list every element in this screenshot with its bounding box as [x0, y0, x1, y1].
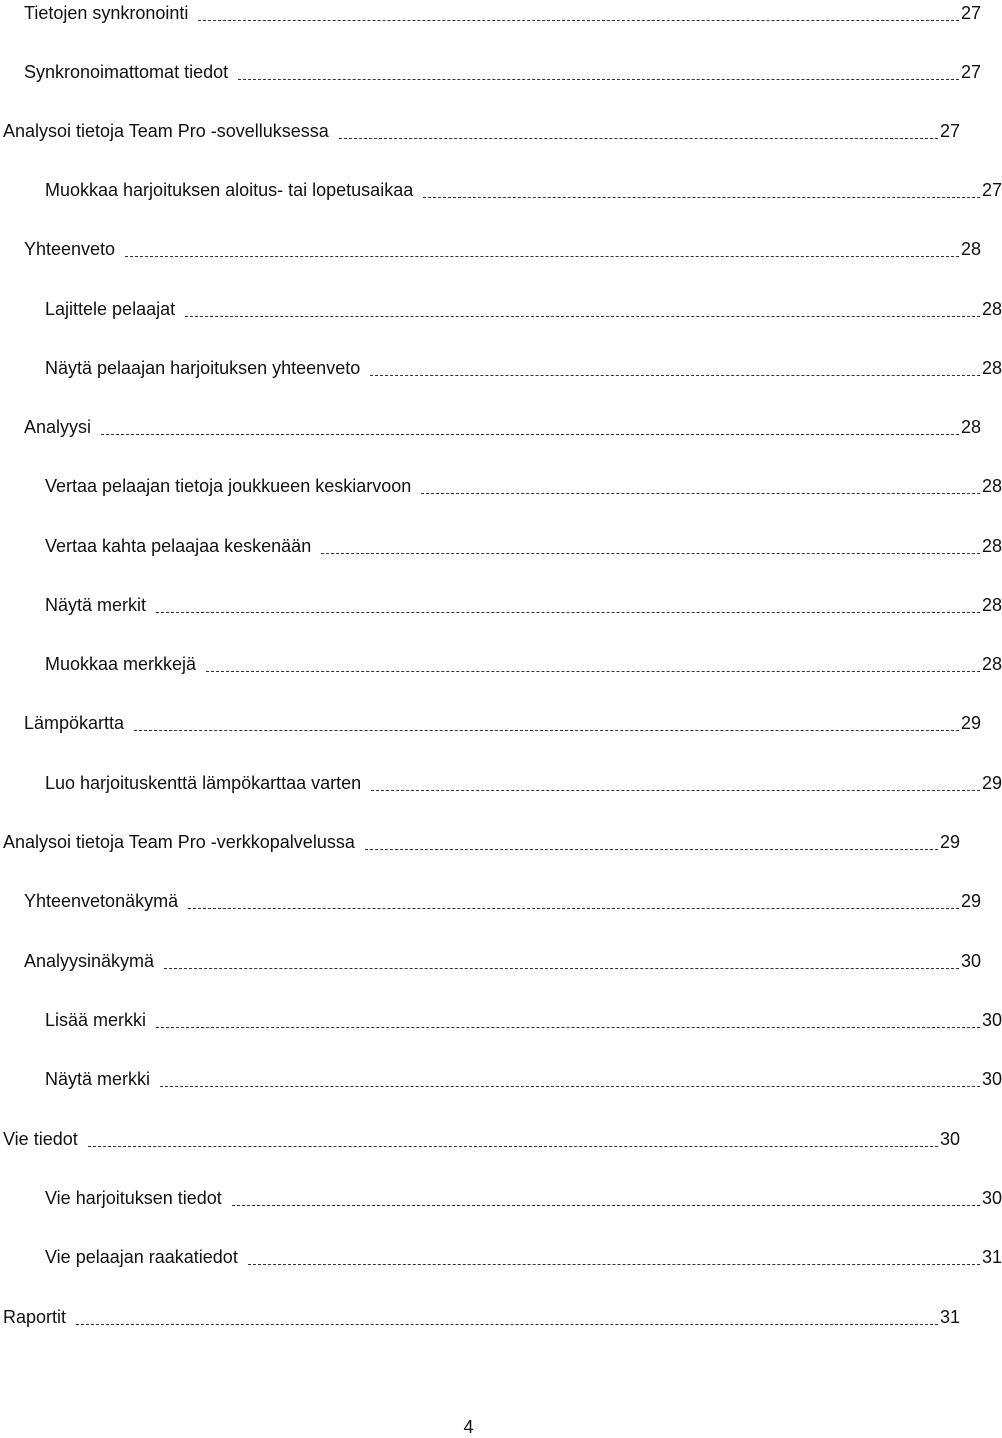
toc-entry-page: 28	[981, 654, 1002, 674]
dot-leader	[248, 1264, 980, 1265]
toc-entry-page: 30	[939, 1129, 960, 1149]
toc-entry-page: 27	[960, 3, 981, 23]
dot-leader	[156, 612, 980, 613]
toc-entry[interactable]	[0, 1126, 960, 1150]
toc-entry-page: 28	[981, 595, 1002, 615]
dot-leader	[421, 493, 980, 494]
toc-entry-page: 30	[981, 1188, 1002, 1208]
toc-entry-page: 28	[981, 536, 1002, 556]
toc-entry-title: Yhteenveto	[24, 239, 116, 259]
toc-entry-title: Analyysinäkymä	[24, 951, 155, 971]
toc-entry-page: 28	[960, 239, 981, 259]
toc-entry-title: Luo harjoituskenttä lämpökarttaa varten	[45, 773, 362, 793]
toc-entry[interactable]	[0, 948, 981, 972]
toc-entry-title: Vie pelaajan raakatiedot	[45, 1247, 238, 1267]
dot-leader	[238, 79, 959, 80]
toc-entry-page: 29	[939, 832, 960, 852]
toc-entry-page: 27	[939, 121, 960, 141]
dot-leader	[164, 968, 959, 969]
dot-leader	[365, 849, 938, 850]
toc-entry-page: 27	[960, 62, 981, 82]
toc-entry-page: 28	[981, 358, 1002, 378]
toc-entry-title: Vertaa pelaajan tietoja joukkueen keskiarvoon	[45, 476, 412, 496]
toc-entry-page: 30	[981, 1010, 1002, 1030]
dot-leader	[321, 553, 980, 554]
toc-entry[interactable]	[0, 592, 1002, 616]
toc-entry-title: Lisää merkki	[45, 1010, 147, 1030]
toc-entry-page: 31	[939, 1307, 960, 1327]
dot-leader	[206, 671, 980, 672]
toc-entry[interactable]	[0, 118, 960, 142]
dot-leader	[423, 197, 980, 198]
toc-entry-page: 29	[981, 773, 1002, 793]
dot-leader	[198, 20, 959, 21]
page-number: 4	[463, 1417, 474, 1437]
toc-entry-title: Näytä pelaajan harjoituksen yhteenveto	[45, 358, 361, 378]
dot-leader	[125, 256, 959, 257]
toc-entry-page: 27	[981, 180, 1002, 200]
toc-entry-page: 29	[960, 891, 981, 911]
toc-entry-title: Vie harjoituksen tiedot	[45, 1188, 222, 1208]
dot-leader	[232, 1205, 980, 1206]
toc-entry[interactable]	[0, 651, 1002, 675]
toc-entry-page: 31	[981, 1247, 1002, 1267]
toc-entry[interactable]	[0, 414, 981, 438]
toc-entry-title: Yhteenvetonäkymä	[24, 891, 179, 911]
dot-leader	[76, 1324, 938, 1325]
toc-entry[interactable]	[0, 296, 1002, 320]
toc-entry[interactable]	[0, 888, 981, 912]
toc-entry-title: Lämpökartta	[24, 713, 125, 733]
toc-entry-page: 29	[960, 713, 981, 733]
toc-entry[interactable]	[0, 710, 981, 734]
toc-entry[interactable]	[0, 355, 1002, 379]
toc-entry-title: Analysoi tietoja Team Pro -sovelluksessa	[3, 121, 329, 141]
toc-entry-page: 28	[981, 476, 1002, 496]
toc-entry-title: Vie tiedot	[3, 1129, 78, 1149]
toc-entry-title: Tietojen synkronointi	[24, 3, 189, 23]
toc-entry-title: Raportit	[3, 1307, 67, 1327]
dot-leader	[185, 316, 980, 317]
toc-entry-title: Analysoi tietoja Team Pro -verkkopalvelussa	[3, 832, 355, 852]
toc-entry[interactable]	[0, 533, 1002, 557]
dot-leader	[101, 434, 959, 435]
toc-entry[interactable]	[0, 1304, 960, 1328]
toc-entry-page: 28	[960, 417, 981, 437]
toc-entry[interactable]	[0, 770, 1002, 794]
dot-leader	[371, 790, 980, 791]
toc-entry[interactable]	[0, 236, 981, 260]
dot-leader	[88, 1146, 938, 1147]
dot-leader	[370, 375, 980, 376]
toc-entry-title: Muokkaa harjoituksen aloitus- tai lopetusaikaa	[45, 180, 414, 200]
dot-leader	[134, 730, 959, 731]
toc-entry-title: Näytä merkit	[45, 595, 147, 615]
toc-entry[interactable]	[0, 1185, 1002, 1209]
toc-entry-page: 28	[981, 299, 1002, 319]
toc-entry-title: Synkronoimattomat tiedot	[24, 62, 229, 82]
dot-leader	[160, 1086, 980, 1087]
toc-entry[interactable]	[0, 829, 960, 853]
toc-entry-page: 30	[960, 951, 981, 971]
toc-entry[interactable]	[0, 473, 1002, 497]
toc-entry-title: Analyysi	[24, 417, 92, 437]
toc-entry[interactable]	[0, 0, 981, 24]
toc-entry-title: Näytä merkki	[45, 1069, 151, 1089]
toc-entry-title: Muokkaa merkkejä	[45, 654, 197, 674]
toc-entry[interactable]	[0, 1007, 1002, 1031]
toc-entry-page: 30	[981, 1069, 1002, 1089]
toc-entry[interactable]	[0, 177, 1002, 201]
toc-entry[interactable]	[0, 59, 981, 83]
toc-entry[interactable]	[0, 1244, 1002, 1268]
toc-entry-title: Vertaa kahta pelaajaa keskenään	[45, 536, 312, 556]
dot-leader	[156, 1027, 980, 1028]
dot-leader	[188, 908, 959, 909]
toc-entry-title: Lajittele pelaajat	[45, 299, 176, 319]
toc-entry[interactable]	[0, 1066, 1002, 1090]
dot-leader	[339, 138, 938, 139]
